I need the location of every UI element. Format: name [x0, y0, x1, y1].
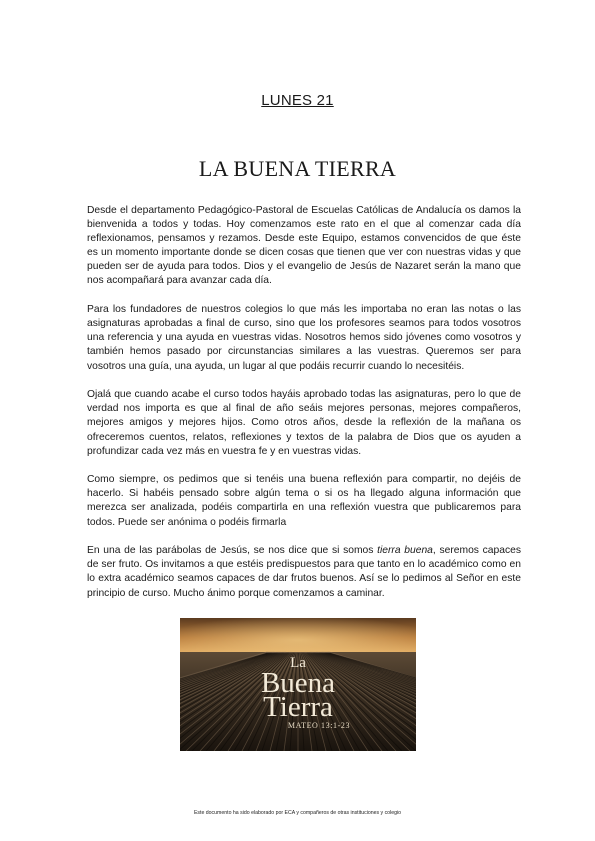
parable-text-start: En una de las parábolas de Jesús, se nos dice que si somos: [87, 545, 378, 557]
image-reference: MATEO 13:1-23: [287, 721, 351, 730]
body-text: [87, 204, 521, 615]
parable-text-end: , seremos capaces de ser fruto. Os invitamos a que estéis predispuestos para que tanto en lo académico como en lo extra académico seamos capaces de dar frutos buenos. Así se lo pedimos al Señor en este principio de curso. Mucho ánimo porque comenzamos a caminar.: [87, 545, 521, 599]
paragraph-hope: Ojalá que cuando acabe el curso todos hayáis aprobado todas las asignaturas, pero lo que de verdad nos importa es que al final de año seáis mejores personas, mejores compañeros, mejores amigos y mejores hijos. Como otros años, desde la reflexión de la mañana os ofreceremos cuentos, relatos, reflexiones y textos de la palabra de Dios que os ayuden a profundizar cada vez más en vuestra fe y en vuestras vidas.: [87, 389, 521, 457]
parable-emphasis: tierra buena: [377, 545, 433, 557]
footer-note: Este documento ha sido elaborado por ECA y compañeros de otras instituciones y colegio: [193, 810, 402, 816]
image-title-la: La: [290, 655, 306, 671]
day-heading: LUNES 21: [261, 92, 334, 109]
image-title-buena: Buena: [260, 667, 336, 699]
paragraph-welcome: Desde el departamento Pedagógico-Pastoral de Escuelas Católicas de Andalucía os damos la bienvenida a todos y todas. Hoy comenzamos este rato en el que al comenzar cada día reflexionamos, pensamos y rezamos. Desde este Equipo, estamos convencidos de que éste es un momento importante donde se dicen cosas que tienen que ver con nuestras vidas y que pueden ser de ayuda para todos. Dios y el evangelio de Jesús de Nazaret serán la mano que nos acompañará para avanzar cada día.: [87, 205, 521, 287]
image-title-tierra: Tierra: [263, 691, 333, 723]
la-buena-tierra-image: [180, 618, 416, 751]
paragraph-share: Como siempre, os pedimos que si tenéis una buena reflexión para compartir, no dejéis de hacerlo. Si habéis pensado sobre algún tema o si os ha llegado alguna información que merezca ser analizada, podéis compartirla en una reflexión vuestra que publicaremos para todos. Puede ser anónima o podéis firmarla: [87, 474, 521, 528]
paragraph-founders: Para los fundadores de nuestros colegios lo que más les importaba no eran las notas o las asignaturas aprobadas a final de curso, sino que los profesores seamos para todos vosotros una referencia y una ayuda en vuestras vidas. Nosotros hemos sido jóvenes como vosotros y también hemos pasado por circunstancias similares a las vuestras. Queremos ser para vosotros una guía, una ayuda, un lugar al que podáis recurrir cuando lo necesitéis.: [87, 304, 521, 372]
page-title: LA BUENA TIERRA: [198, 156, 397, 181]
paragraph-parable: [87, 544, 521, 600]
